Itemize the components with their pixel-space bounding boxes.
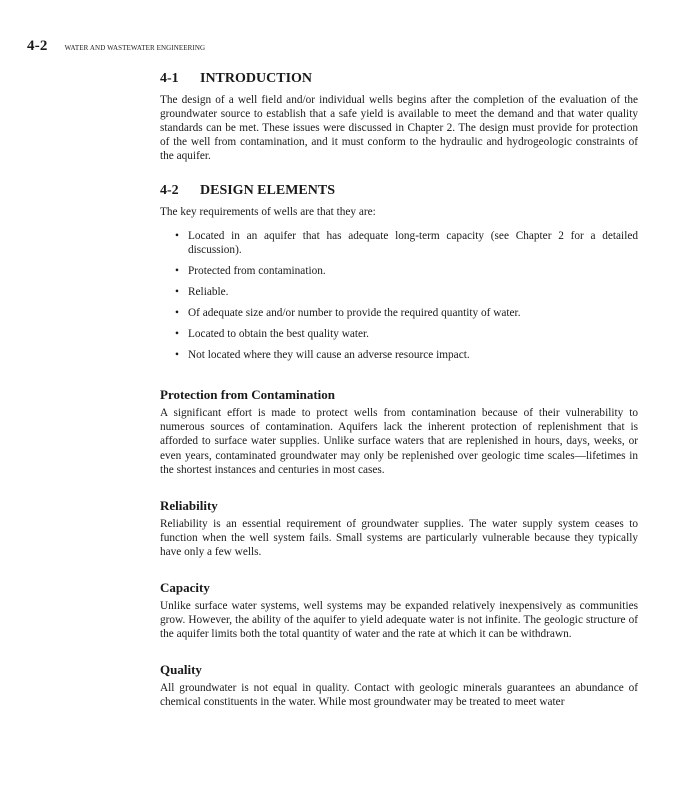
requirements-list [160,229,638,363]
bullet-icon: • [175,349,179,362]
list-item-text: Of adequate size and/or number to provide the required quantity of water. [188,306,521,319]
bullet-icon: • [175,264,179,277]
subsection-paragraph: Reliability is an essential requirement of groundwater supplies. The water supply system ceases to function when the well system fails. Small systems are particularly vulnerable because they typically have only a few wells. [160,517,638,558]
bullet-icon: • [175,306,179,319]
list-item [160,327,638,341]
section-heading-introduction [160,70,638,88]
page-content [160,70,638,709]
list-item [160,229,638,257]
list-item [160,264,638,278]
list-item-text: Protected from contamination. [188,264,326,277]
subsection-protection [160,387,638,476]
section-title: DESIGN ELEMENTS [200,183,335,199]
page-number: 4-2 [27,38,48,54]
list-item [160,306,638,320]
subsection-heading: Protection from Contamination [160,387,335,403]
list-item-text: Reliable. [188,285,229,298]
subsection-heading: Quality [160,662,202,678]
subsection-quality [160,662,638,709]
subsection-heading: Capacity [160,579,210,595]
section-number: 4-2 [160,183,179,199]
subsection-paragraph: A significant effort is made to protect wells from contamination because of their vulnerability to numerous sources of contamination. Aquifers lack the inherent protection of replenishment that is afforded to surface water supplies. Unlike surface waters that are replenished in hours, days, weeks, or even years, contaminated groundwater may only be replenished over geologic time scales—lifetimes in the shortest instances and centuries in most cases. [160,407,638,476]
subsection-reliability [160,498,638,559]
design-elements-lead: The key requirements of wells are that they are: [160,206,376,219]
list-item [160,348,638,362]
section-number: 4-1 [160,71,179,86]
section-heading-design-elements [160,182,638,200]
section-title: INTRODUCTION [200,71,313,86]
list-item-text: Not located where they will cause an adverse resource impact. [188,349,470,362]
bullet-icon: • [175,328,179,341]
bullet-icon: • [175,285,179,298]
subsection-capacity [160,580,638,641]
list-item-text: Located to obtain the best quality water. [188,328,370,341]
subsection-heading: Reliability [160,497,218,513]
introduction-paragraph: The design of a well field and/or individual wells begins after the completion of the evaluation of the groundwater source to establish that a safe yield is available to meet the demand and that water quality standards can be met. These issues were discussed in Chapter 2. The design must provide for protection of the well from contamination, and it must conform to the hydraulic and hydrogeologic constraints of the aquifer. [160,94,638,163]
subsection-paragraph: Unlike surface water systems, well systems may be expanded relatively inexpensively as communities grow. However, the ability of the aquifer to yield adequate water is not infinite. The geologic structure of the aquifer limits both the total quantity of water and the rate at which it can be withdrawn. [160,599,638,641]
bullet-icon: • [175,229,179,242]
book-title: WATER AND WASTEWATER ENGINEERING [64,44,206,52]
subsection-paragraph: All groundwater is not equal in quality. Contact with geologic minerals guarantees an abundance of chemical constituents in the water. While most groundwater may be treated to meet water [160,682,638,709]
list-item [160,285,638,299]
list-item-text: Located in an aquifer that has adequate long-term capacity (see Chapter 2 for a detailed discussion). [188,229,638,256]
running-head [27,38,205,55]
